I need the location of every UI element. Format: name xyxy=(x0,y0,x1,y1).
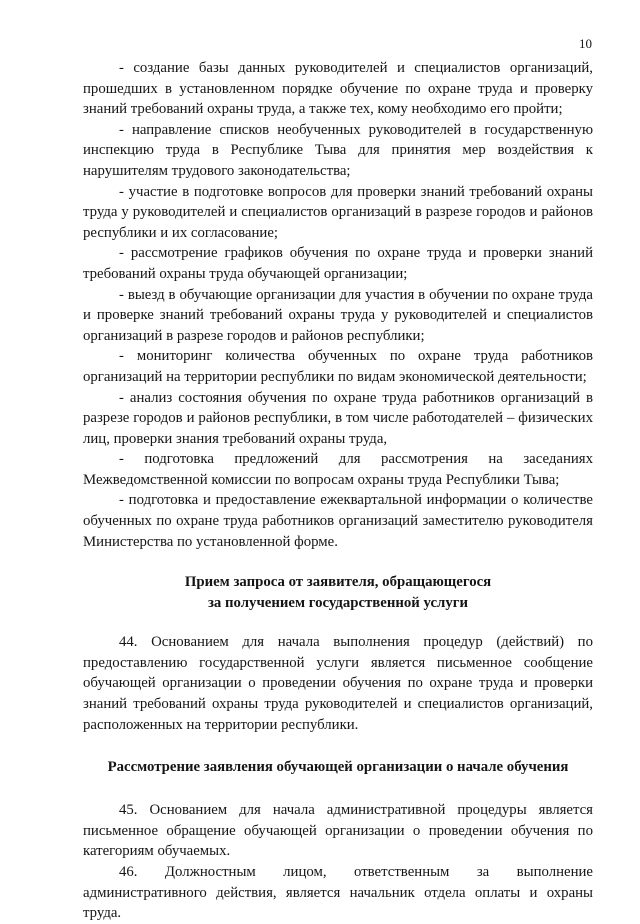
paragraph-44: 44. Основанием для начала выполнения процедур (действий) по предоставлению государственной услуги является письменное сообщение обучающей организации о проведении обучения по охране труда и проверки знаний требований охраны труда руководителей и специалистов организаций, расположенных на территории республики. xyxy=(83,634,593,733)
bullet-item: - анализ состояния обучения по охране труда работников организаций в разрезе городов и районов республики, в том числе работодателей – физических лиц, проверки знания требований охраны труда, xyxy=(83,389,593,447)
section-heading-review: Рассмотрение заявления обучающей организации о начале обучения xyxy=(107,759,569,776)
bullet-item: - подготовка и предоставление ежеквартальной информации о количестве обученных по охране труда работников организаций заместителю руководителя Министерства по установленной форме. xyxy=(83,492,593,550)
bullet-item: - мониторинг количества обученных по охране труда работников организаций на территории республики по видам экономической деятельности; xyxy=(83,348,593,385)
section-heading-request-line2: за получением государственной услуги xyxy=(207,595,468,612)
bullet-item: - подготовка предложений для рассмотрения на заседаниях Межведомственной комиссии по вопросам охраны труда Республики Тыва; xyxy=(83,451,593,488)
paragraph-45: 45. Основанием для начала административной процедуры является письменное обращение обучающей организации о проведении обучения по категориям обучаемых. xyxy=(83,802,593,860)
bullet-item: - участие в подготовке вопросов для проверки знаний требований охраны труда у руководителей и специалистов организаций в разрезе городов и районов республики и их согласование; xyxy=(83,183,593,241)
bullet-item: - выезд в обучающие организации для участия в обучении по охране труда и проверке знаний требований охраны труда у руководителей и специалистов организаций в разрезе городов и районов республики; xyxy=(83,286,593,344)
document-body xyxy=(83,58,593,924)
bullet-item: - направление списков необученных руководителей в государственную инспекцию труда в Республике Тыва для принятия мер воздействия к нарушителям трудового законодательства; xyxy=(83,121,593,179)
page-number: 10 xyxy=(579,36,592,51)
paragraph-46: 46. Должностным лицом, ответственным за выполнение административного действия, является начальник отдела оплаты и охраны труда. xyxy=(83,864,593,922)
bullet-item: - рассмотрение графиков обучения по охране труда и проверки знаний требований охраны труда обучающей организации; xyxy=(83,245,593,282)
bullet-item: - создание базы данных руководителей и специалистов организаций, прошедших в установленном порядке обучение по охране труда и проверку знаний требований охраны труда, а также тех, кому необходимо его пройти; xyxy=(83,60,593,118)
section-heading-request-line1: Прием запроса от заявителя, обращающегося xyxy=(184,574,492,591)
